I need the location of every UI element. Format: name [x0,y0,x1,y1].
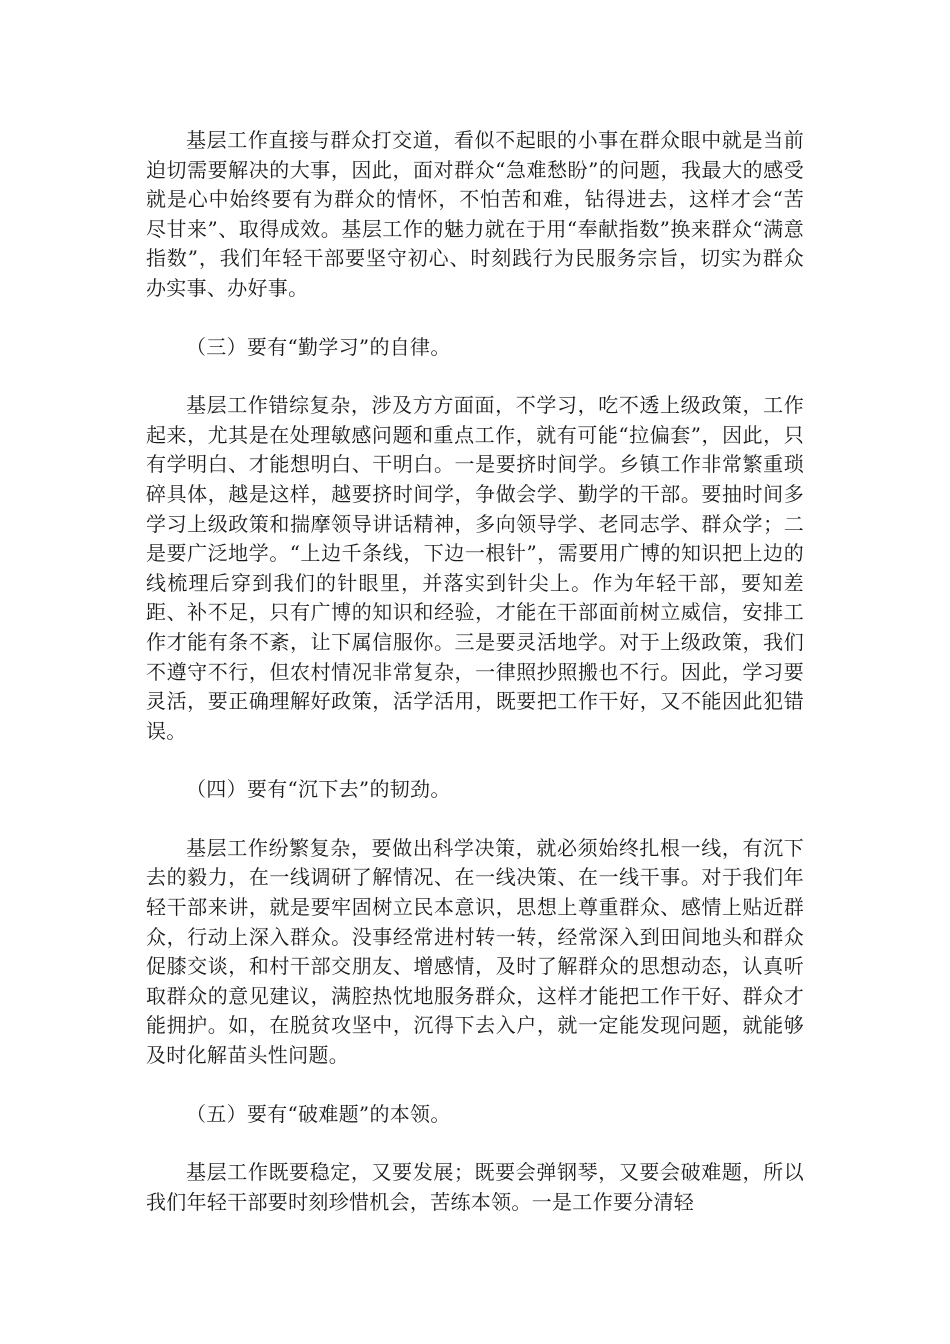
paragraph-grassroots-service: 基层工作直接与群众打交道，看似不起眼的小事在群众眼中就是当前迫切需要解决的大事，因此，面对群众“急难愁盼”的问题，我最大的感受就是心中始终要有为群众的情怀，不怕苦和难，钻得进去，这样才会“苦尽甘来”、取得成效。基层工作的魅力就在于用“奉献指数”换来群众“满意指数”，我们年轻干部要坚守初心、时刻践行为民服务宗旨，切实为群众办实事、办好事。 [146,128,804,300]
paragraph-go-down: 基层工作纷繁复杂，要做出科学决策，就必须始终扎根一线，有沉下去的毅力，在一线调研了解情况、在一线决策、在一线干事。对于我们年轻干部来讲，就是要牢固树立民本意识，思想上尊重群众、感情上贴近群众，行动上深入群众。没事经常进村转一转，经常深入到田间地头和群众促膝交谈，和村干部交朋友、增感情，及时了解群众的思想动态，认真听取群众的意见建议，满腔热忱地服务群众，这样才能把工作干好、群众才能拥护。如，在脱贫攻坚中，沉得下去入户，就一定能发现问题，就能够及时化解苗头性问题。 [146,835,804,1068]
document-body [146,126,804,1246]
section-heading-go-down: （四）要有“沉下去”的韧劲。 [186,777,451,802]
paragraph-solve-problems: 基层工作既要稳定，又要发展；既要会弹钢琴，又要会破难题，所以我们年轻干部要时刻珍惜机会，苦练本领。一是工作要分清轻 [146,1160,804,1214]
paragraph-study: 基层工作错综复杂，涉及方方面面，不学习，吃不透上级政策，工作起来，尤其是在处理敏感问题和重点工作，就有可能“拉偏套”，因此，只有学明白、才能想明白、干明白。一是要挤时间学。乡镇工作非常繁重琐碎具体，越是这样，越要挤时间学，争做会学、勤学的干部。要抽时间多学习上级政策和揣摩领导讲话精神，多向领导学、老同志学、群众学；二是要广泛地学。“上边千条线，下边一根针”，需要用广博的知识把上边的线梳理后穿到我们的针眼里，并落实到针尖上。作为年轻干部，要知差距、补不足，只有广博的知识和经验，才能在干部面前树立威信，安排工作才能有条不紊，让下属信服你。三是要灵活地学。对于上级政策，我们不遵守不行，但农村情况非常复杂，一律照抄照搬也不行。因此，学习要灵活，要正确理解好政策，活学活用，既要把工作干好，又不能因此犯错误。 [146,393,804,743]
section-heading-study: （三）要有“勤学习”的自律。 [186,334,451,359]
section-heading-solve-problems: （五）要有“破难题”的本领。 [186,1101,451,1126]
